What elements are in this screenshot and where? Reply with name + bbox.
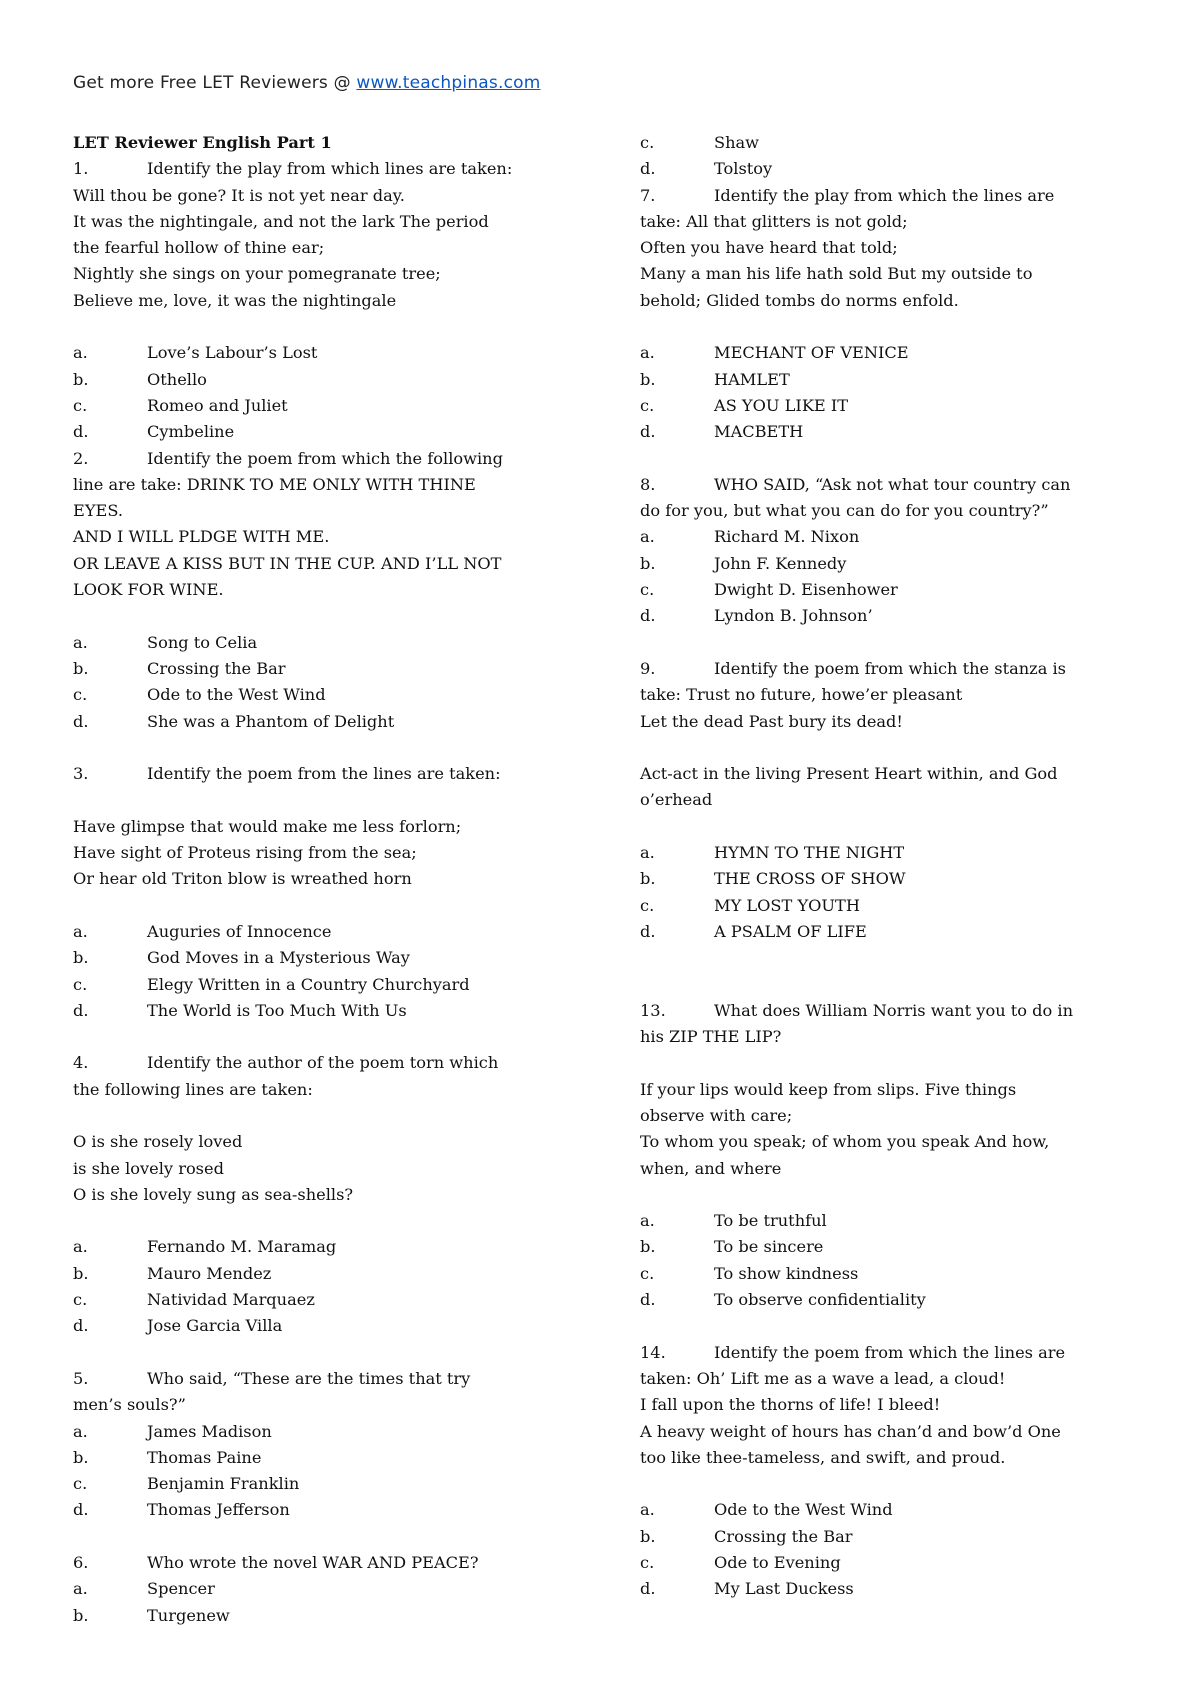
option-item: c. MY LOST YOUTH — [640, 895, 860, 915]
option-item: c. Romeo and Juliet — [73, 395, 288, 415]
question-8: 8. WHO SAID, “Ask not what tour country can — [640, 474, 1071, 494]
question-line: the following lines are taken: — [73, 1079, 313, 1099]
option-item: a. Auguries of Innocence — [73, 921, 332, 941]
option-item: b. Crossing the Bar — [73, 658, 286, 678]
question-line: Act-act in the living Present Heart within, and God — [640, 764, 1058, 784]
option-item: d. Jose Garcia Villa — [73, 1316, 283, 1336]
option-item: d. My Last Duckess — [640, 1579, 854, 1599]
question-line: It was the nightingale, and not the lark The period — [73, 211, 489, 231]
question-line: line are take: DRINK TO ME ONLY WITH THINE — [73, 474, 476, 494]
question-line: Many a man his life hath sold But my outside to — [640, 264, 1033, 284]
option-item: d. She was a Phantom of Delight — [73, 711, 395, 731]
option-item: d. Thomas Jefferson — [73, 1500, 290, 1520]
right-column — [640, 130, 1130, 1603]
option-item: c. Ode to the West Wind — [73, 685, 326, 705]
option-item: b. Othello — [73, 369, 207, 389]
option-item: d. Cymbeline — [73, 422, 235, 442]
question-line: Nightly she sings on your pomegranate tree; — [73, 264, 441, 284]
question-line: OR LEAVE A KISS BUT IN THE CUP. AND I’LL NOT — [73, 553, 502, 573]
option-item: c. Shaw — [640, 133, 760, 152]
option-item: a. Love’s Labour’s Lost — [73, 343, 318, 363]
option-item: c. To show kindness — [640, 1263, 859, 1283]
question-line: Have sight of Proteus rising from the sea; — [73, 843, 417, 863]
question-6: 6. Who wrote the novel WAR AND PEACE? — [73, 1553, 479, 1573]
question-line: Often you have heard that told; — [640, 238, 898, 258]
question-line: Believe me, love, it was the nightingale — [73, 290, 397, 310]
option-item: a. Ode to the West Wind — [640, 1500, 893, 1520]
question-line: I fall upon the thorns of life! I bleed! — [640, 1395, 941, 1415]
question-13: 13. What does William Norris want you to do in — [640, 1000, 1074, 1020]
header-prefix: Get more Free LET Reviewers @ — [73, 73, 357, 93]
teachpinas-link[interactable]: www.teachpinas.com — [356, 73, 541, 93]
question-line: LOOK FOR WINE. — [73, 580, 224, 600]
option-item: b. God Moves in a Mysterious Way — [73, 948, 410, 968]
option-item: b. Thomas Paine — [73, 1447, 262, 1467]
option-item: a. James Madison — [73, 1421, 272, 1441]
question-line: A heavy weight of hours has chan’d and bow’d One — [640, 1421, 1061, 1441]
question-9: 9. Identify the poem from which the stanza is — [640, 658, 1066, 678]
question-line: observe with care; — [640, 1105, 793, 1125]
option-item: a. To be truthful — [640, 1211, 827, 1231]
question-line: To whom you speak; of whom you speak And how, — [640, 1132, 1050, 1152]
option-item: c. Natividad Marquaez — [73, 1290, 315, 1310]
option-item: a. MECHANT OF VENICE — [640, 343, 909, 363]
question-line: If your lips would keep from slips. Five things — [640, 1079, 1017, 1099]
document-title: LET Reviewer English Part 1 — [73, 133, 332, 152]
question-line: is she lovely rosed — [73, 1158, 224, 1178]
option-item: b. Crossing the Bar — [640, 1526, 853, 1546]
question-line: behold; Glided tombs do norms enfold. — [640, 290, 959, 310]
option-item: a. Spencer — [73, 1579, 215, 1599]
question-line: O is she rosely loved — [73, 1132, 243, 1152]
option-item: c. Ode to Evening — [640, 1553, 841, 1573]
question-line: men’s souls?” — [73, 1395, 186, 1415]
question-line: EYES. — [73, 501, 123, 521]
question-7: 7. Identify the play from which the lines are — [640, 185, 1055, 205]
header-line — [73, 73, 540, 93]
question-line: take: Trust no future, howe’er pleasant — [640, 685, 963, 705]
option-item: a. Richard M. Nixon — [640, 527, 860, 547]
option-item: a. Fernando M. Maramag — [73, 1237, 337, 1257]
question-3: 3. Identify the poem from the lines are taken: — [73, 764, 501, 784]
option-item: d. Lyndon B. Johnson’ — [640, 606, 873, 626]
option-item: b. THE CROSS OF SHOW — [640, 869, 906, 889]
option-item: b. Mauro Mendez — [73, 1263, 272, 1283]
question-5: 5. Who said, “These are the times that try — [73, 1368, 471, 1388]
option-item: a. Song to Celia — [73, 632, 258, 652]
option-item: d. A PSALM OF LIFE — [640, 921, 867, 941]
question-line: taken: Oh’ Lift me as a wave a lead, a cloud! — [640, 1368, 1006, 1388]
option-item: d. The World is Too Much With Us — [73, 1000, 407, 1020]
question-line: his ZIP THE LIP? — [640, 1027, 782, 1047]
question-line: the fearful hollow of thine ear; — [73, 238, 325, 258]
option-item: b. John F. Kennedy — [640, 553, 847, 573]
option-item: c. AS YOU LIKE IT — [640, 395, 849, 415]
question-line: Have glimpse that would make me less forlorn; — [73, 816, 462, 836]
question-2: 2. Identify the poem from which the following — [73, 448, 503, 468]
left-column — [73, 130, 573, 1629]
question-line: Or hear old Triton blow is wreathed horn — [73, 869, 412, 889]
question-4: 4. Identify the author of the poem torn which — [73, 1053, 499, 1073]
question-line: O is she lovely sung as sea-shells? — [73, 1184, 354, 1204]
option-item: b. HAMLET — [640, 369, 790, 389]
question-line: take: All that glitters is not gold; — [640, 211, 908, 231]
question-line: AND I WILL PLDGE WITH ME. — [73, 527, 330, 547]
option-item: b. To be sincere — [640, 1237, 824, 1257]
question-line: do for you, but what you can do for you country?” — [640, 501, 1049, 521]
question-line: too like thee-tameless, and swift, and proud. — [640, 1447, 1006, 1467]
option-item: c. Benjamin Franklin — [73, 1474, 300, 1494]
option-item: c. Elegy Written in a Country Churchyard — [73, 974, 470, 994]
option-item: d. Tolstoy — [640, 159, 773, 179]
option-item: d. To observe confidentiality — [640, 1290, 926, 1310]
question-line: when, and where — [640, 1158, 782, 1178]
question-line: Will thou be gone? It is not yet near day. — [73, 185, 405, 205]
question-line: o’erhead — [640, 790, 713, 810]
option-item: c. Dwight D. Eisenhower — [640, 580, 898, 600]
option-item: a. HYMN TO THE NIGHT — [640, 843, 905, 863]
option-item: b. Turgenew — [73, 1605, 230, 1625]
question-1: 1. Identify the play from which lines are taken: — [73, 159, 513, 179]
question-14: 14. Identify the poem from which the lines are — [640, 1342, 1066, 1362]
question-line: Let the dead Past bury its dead! — [640, 711, 903, 731]
option-item: d. MACBETH — [640, 422, 804, 442]
